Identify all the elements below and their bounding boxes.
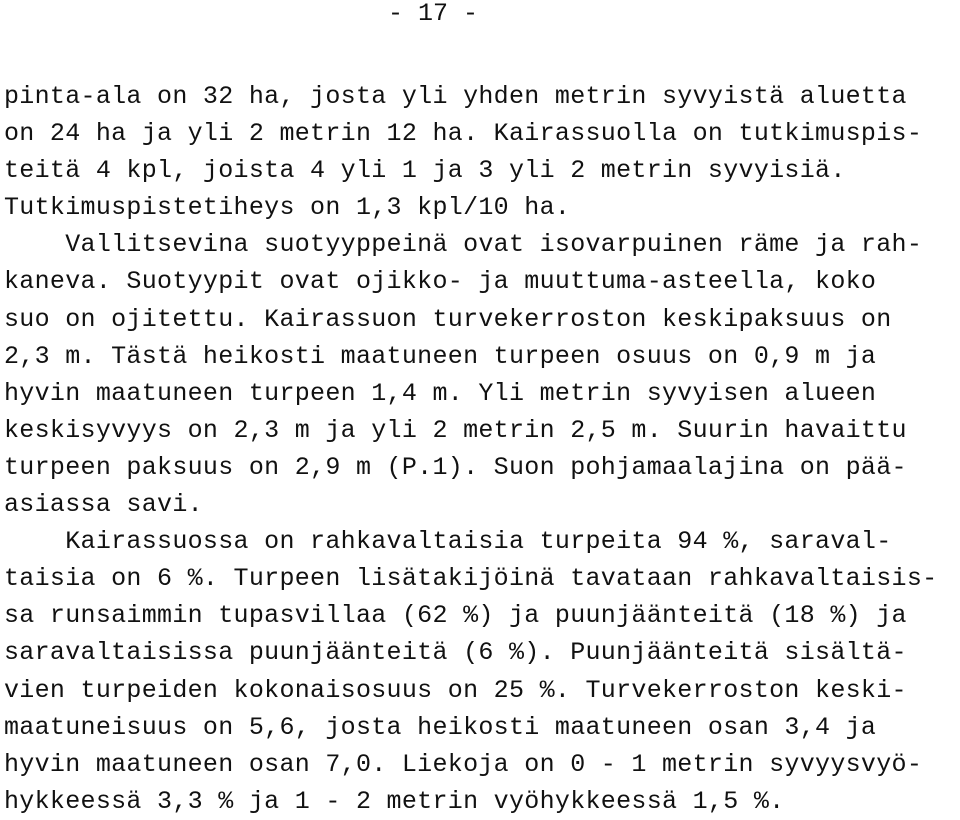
- text-line: suo on ojitettu. Kairassuon turvekerroston keskipaksuus on: [4, 304, 892, 334]
- text-line: asiassa savi.: [4, 490, 203, 520]
- text-line: taisia on 6 %. Turpeen lisätakijöinä tavataan rahkavaltaisis-: [4, 564, 938, 594]
- text-line: pinta-ala on 32 ha, josta yli yhden metrin syvyistä aluetta: [4, 82, 907, 111]
- page-number: - 17 -: [388, 0, 479, 28]
- text-line: on 24 ha ja yli 2 metrin 12 ha. Kairassuolla on tutkimuspis-: [4, 119, 923, 149]
- text-line: Kairassuossa on rahkavaltaisia turpeita 94 %, saraval-: [4, 527, 892, 557]
- text-line: 2,3 m. Tästä heikosti maatuneen turpeen osuus on 0,9 m ja: [4, 341, 877, 371]
- text-line: Tutkimuspistetiheys on 1,3 kpl/10 ha.: [4, 193, 571, 223]
- text-line: kaneva. Suotyypit ovat ojikko- ja muuttuma-asteella, koko: [4, 267, 877, 297]
- text-line: keskisyvyys on 2,3 m ja yli 2 metrin 2,5 m. Suurin havaittu: [4, 415, 907, 445]
- text-line: maatuneisuus on 5,6, josta heikosti maatuneen osan 3,4 ja: [4, 712, 877, 742]
- text-line: hykkeessä 3,3 % ja 1 - 2 metrin vyöhykkeessä 1,5 %.: [4, 786, 785, 816]
- text-line: teitä 4 kpl, joista 4 yli 1 ja 3 yli 2 metrin syvyisiä.: [4, 156, 846, 186]
- body-text: [4, 78, 954, 820]
- text-line: saravaltaisissa puunjäänteitä (6 %). Puunjäänteitä sisältä-: [4, 638, 907, 668]
- text-line: hyvin maatuneen turpeen 1,4 m. Yli metrin syvyisen alueen: [4, 378, 877, 408]
- text-line: Vallitsevina suotyyppeinä ovat isovarpuinen räme ja rah-: [4, 230, 923, 260]
- text-line: vien turpeiden kokonaisosuus on 25 %. Turvekerroston keski-: [4, 675, 907, 705]
- text-line: turpeen paksuus on 2,9 m (P.1). Suon pohjamaalajina on pää-: [4, 452, 907, 482]
- text-line: hyvin maatuneen osan 7,0. Liekoja on 0 - 1 metrin syvyysvyö-: [4, 749, 923, 779]
- text-line: sa runsaimmin tupasvillaa (62 %) ja puunjäänteitä (18 %) ja: [4, 601, 907, 631]
